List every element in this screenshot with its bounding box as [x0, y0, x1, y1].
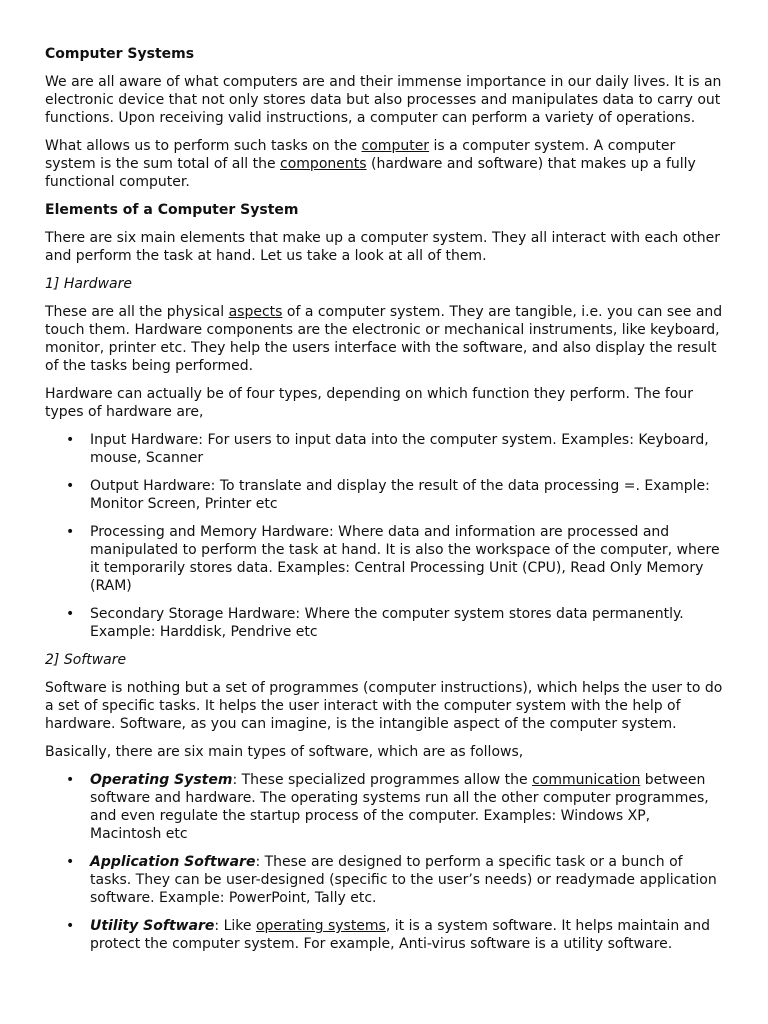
- software-paragraph-2: Basically, there are six main types of software, which are as follows,: [45, 744, 524, 760]
- list-item-text: Secondary Storage Hardware: Where the computer system stores data permanently. Example: Harddisk, Pendrive etc: [90, 606, 684, 640]
- bullet-icon: •: [66, 918, 75, 934]
- elements-heading: Elements of a Computer System: [45, 202, 299, 218]
- bullet-icon: •: [66, 524, 75, 540]
- list-item-text: Processing and Memory Hardware: Where data and information are processed and manipulated to perform the task at hand. It is also the workspace of the computer, where it temporarily stores data. Examples: Central Processing Unit (CPU), Read Only Memory (RAM): [90, 524, 720, 594]
- operating-systems-link[interactable]: operating systems: [255, 918, 386, 934]
- app-text-a: : These are designed to perform a specific task or a bunch of tasks. They can be user-designed (specific to the user’s needs) or readymade application software. Example: PowerPoint, Tally etc.: [90, 854, 717, 906]
- operating-system-term: Operating System: [90, 772, 233, 788]
- software-types-list: [45, 771, 724, 953]
- os-text-b: between software and hardware. The operating systems run all the other computer programmes, and even regulate the startup process of the computer. Examples: Windows XP, Macintosh etc: [90, 772, 709, 842]
- bullet-icon: •: [66, 478, 75, 494]
- list-item: [66, 431, 724, 467]
- list-item-operating-system: [66, 771, 724, 843]
- components-link[interactable]: components: [280, 156, 367, 172]
- utility-software-term: Utility Software: [90, 918, 215, 934]
- intro-paragraph: We are all aware of what computers are and their immense importance in our daily lives. It is an electronic device that not only stores data but also processes and manipulates data to carry out functions. Upon receiving valid instructions, a computer can perform a variety of operations.: [45, 74, 722, 126]
- list-item: [66, 523, 724, 595]
- para2-text-a: What allows us to perform such tasks on the: [45, 138, 362, 154]
- util-text-a: : Like: [214, 918, 256, 934]
- bullet-icon: •: [66, 772, 75, 788]
- list-item-text: Input Hardware: For users to input data into the computer system. Examples: Keyboard, mouse, Scanner: [90, 432, 709, 466]
- util-text-b: , it is a system software. It helps maintain and protect the computer system. For example, Anti-virus software is a utility software.: [90, 918, 711, 952]
- para2-text-b: is a computer system. A computer system is the sum total of all the: [45, 138, 676, 172]
- hardware-p1-text-b: of a computer system. They are tangible, i.e. you can see and touch them. Hardware components are the electronic or mechanical instruments, like keyboard, monitor, printer etc. They help the users interface with the software, and also display the result of the tasks being performed.: [45, 304, 723, 374]
- software-heading: 2] Software: [45, 652, 127, 668]
- hardware-p1-text-a: These are all the physical: [45, 304, 229, 320]
- para2-text-c: (hardware and software) that makes up a fully functional computer.: [45, 156, 696, 190]
- bullet-icon: •: [66, 432, 75, 448]
- computer-link[interactable]: computer: [361, 138, 430, 154]
- application-software-term: Application Software: [90, 854, 256, 870]
- hardware-paragraph-1: [45, 303, 724, 375]
- communication-link[interactable]: communication: [532, 772, 641, 788]
- hardware-types-list: [45, 431, 724, 641]
- document-title: Computer Systems: [45, 46, 195, 62]
- computer-system-paragraph: [45, 137, 724, 191]
- software-paragraph-1: Software is nothing but a set of programmes (computer instructions), which helps the user to do a set of specific tasks. It helps the user interact with the computer system with the help of hardware. Software, as you can imagine, is the intangible aspect of the computer system.: [45, 680, 723, 732]
- aspects-link[interactable]: aspects: [228, 304, 283, 320]
- elements-intro-paragraph: There are six main elements that make up a computer system. They all interact with each other and perform the task at hand. Let us take a look at all of them.: [45, 230, 721, 264]
- bullet-icon: •: [66, 606, 75, 622]
- os-text-a: : These specialized programmes allow the: [232, 772, 533, 788]
- hardware-heading: 1] Hardware: [45, 276, 132, 292]
- list-item-utility-software: [66, 917, 724, 953]
- list-item: [66, 605, 724, 641]
- list-item-text: Output Hardware: To translate and display the result of the data processing =. Example: Monitor Screen, Printer etc: [90, 478, 710, 512]
- hardware-paragraph-2: Hardware can actually be of four types, depending on which function they perform. The four types of hardware are,: [45, 386, 694, 420]
- list-item-application-software: [66, 853, 724, 907]
- list-item: [66, 477, 724, 513]
- bullet-icon: •: [66, 854, 75, 870]
